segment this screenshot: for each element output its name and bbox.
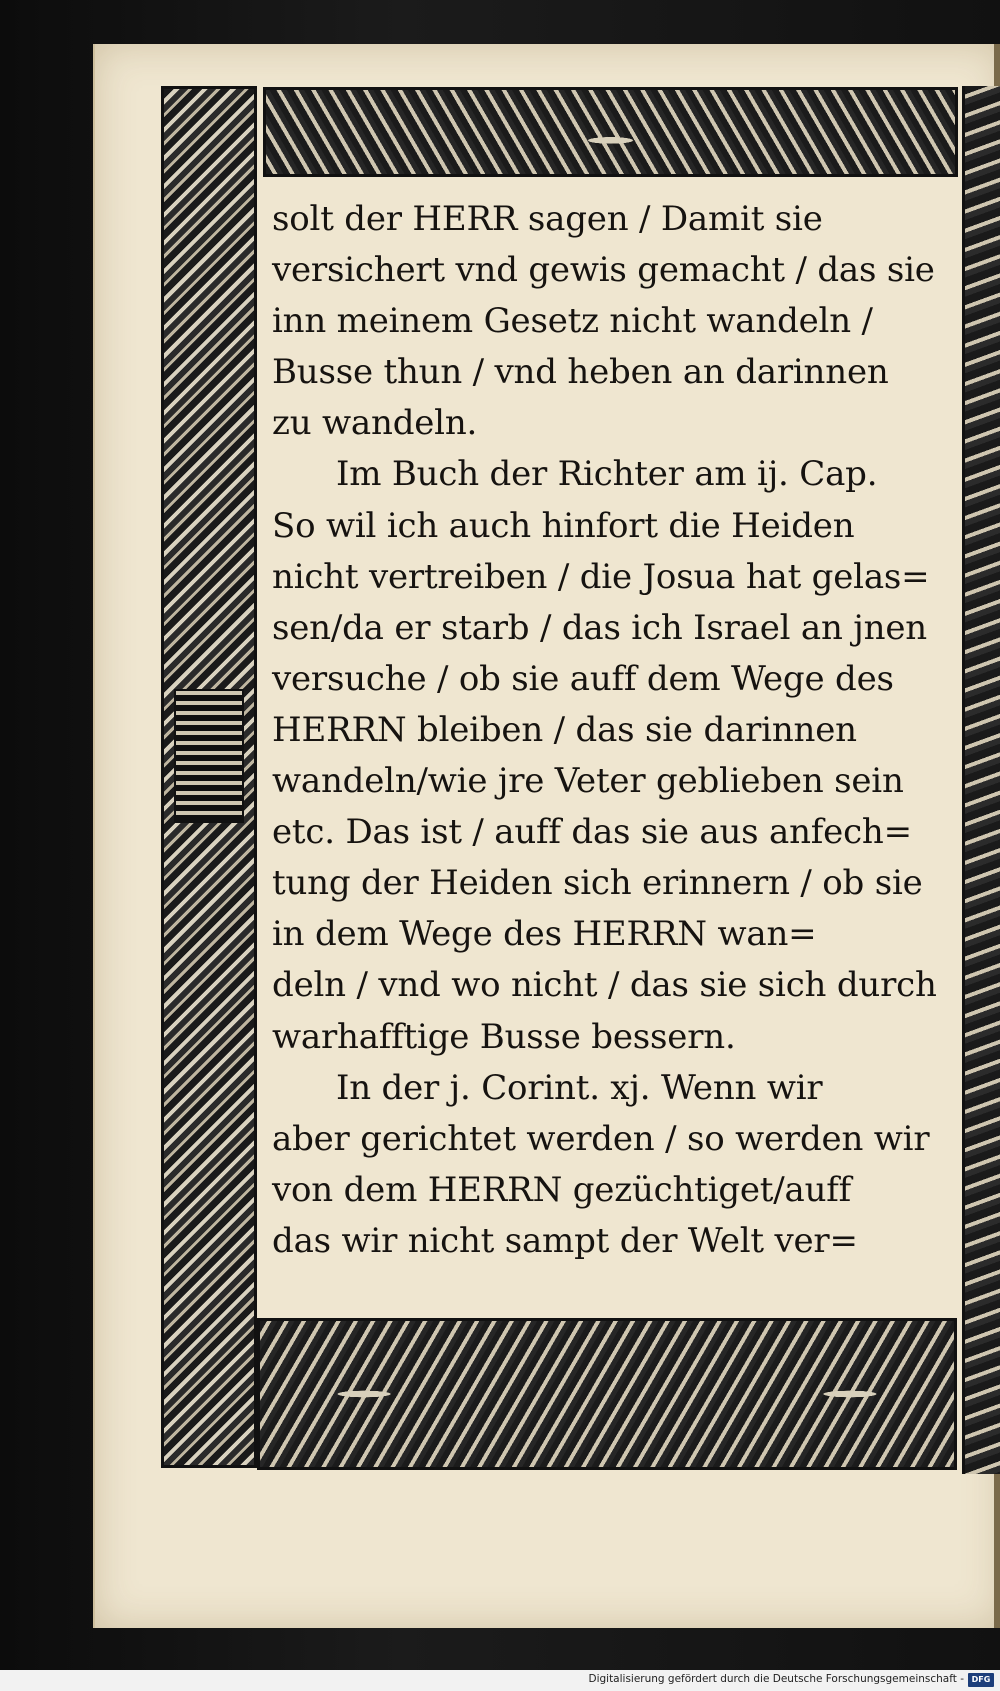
text-line: So wil ich auch hinfort die Heiden xyxy=(272,505,855,546)
text-line: versuche / ob sie auff dem Wege des xyxy=(272,658,894,699)
text-line: warhafftige Busse bessern. xyxy=(272,1016,736,1057)
text-line: In der j. Corint. xj. Wenn wir xyxy=(336,1067,823,1108)
woodcut-border-left xyxy=(161,86,257,1468)
text-line: aber gerichtet werden / so werden wir xyxy=(272,1118,930,1159)
text-line: sen/da er starb / das ich Israel an jnen xyxy=(272,607,927,648)
dfg-logo-icon: DFG xyxy=(968,1673,994,1687)
woodcut-border-top xyxy=(263,87,958,177)
text-line: HERRN bleiben / das sie darinnen xyxy=(272,709,857,750)
text-line: wandeln/wie jre Veter geblieben sein xyxy=(272,761,904,802)
text-line: etc. Das ist / auff das sie aus anfech= xyxy=(272,812,912,853)
text-line: nicht vertreiben / die Josua hat gelas= xyxy=(272,556,930,597)
digitization-footer xyxy=(0,1670,1000,1691)
text-line: versichert vnd gewis gemacht / das sie xyxy=(272,250,935,291)
text-line: zu wandeln. xyxy=(272,403,478,444)
fraktur-text-block xyxy=(272,194,950,1267)
text-line: Busse thun / vnd heben an darinnen xyxy=(272,352,889,393)
text-line: tung der Heiden sich erinnern / ob sie xyxy=(272,863,923,904)
text-line: deln / vnd wo nicht / das sie sich durch xyxy=(272,965,937,1006)
text-line: das wir nicht sampt der Welt ver= xyxy=(272,1220,858,1261)
text-line: Im Buch der Richter am ij. Cap. xyxy=(336,454,878,495)
woodcut-border-bottom xyxy=(257,1318,957,1470)
text-line: inn meinem Gesetz nicht wandeln / xyxy=(272,301,873,342)
woodcut-border-right xyxy=(962,86,1000,1474)
text-line: in dem Wege des HERRN wan= xyxy=(272,914,817,955)
text-line: von dem HERRN gezüchtiget/auff xyxy=(272,1169,852,1210)
text-line: solt der HERR sagen / Damit sie xyxy=(272,199,823,239)
footer-credit: Digitalisierung gefördert durch die Deutsche Forschungsgemeinschaft - xyxy=(588,1673,964,1685)
